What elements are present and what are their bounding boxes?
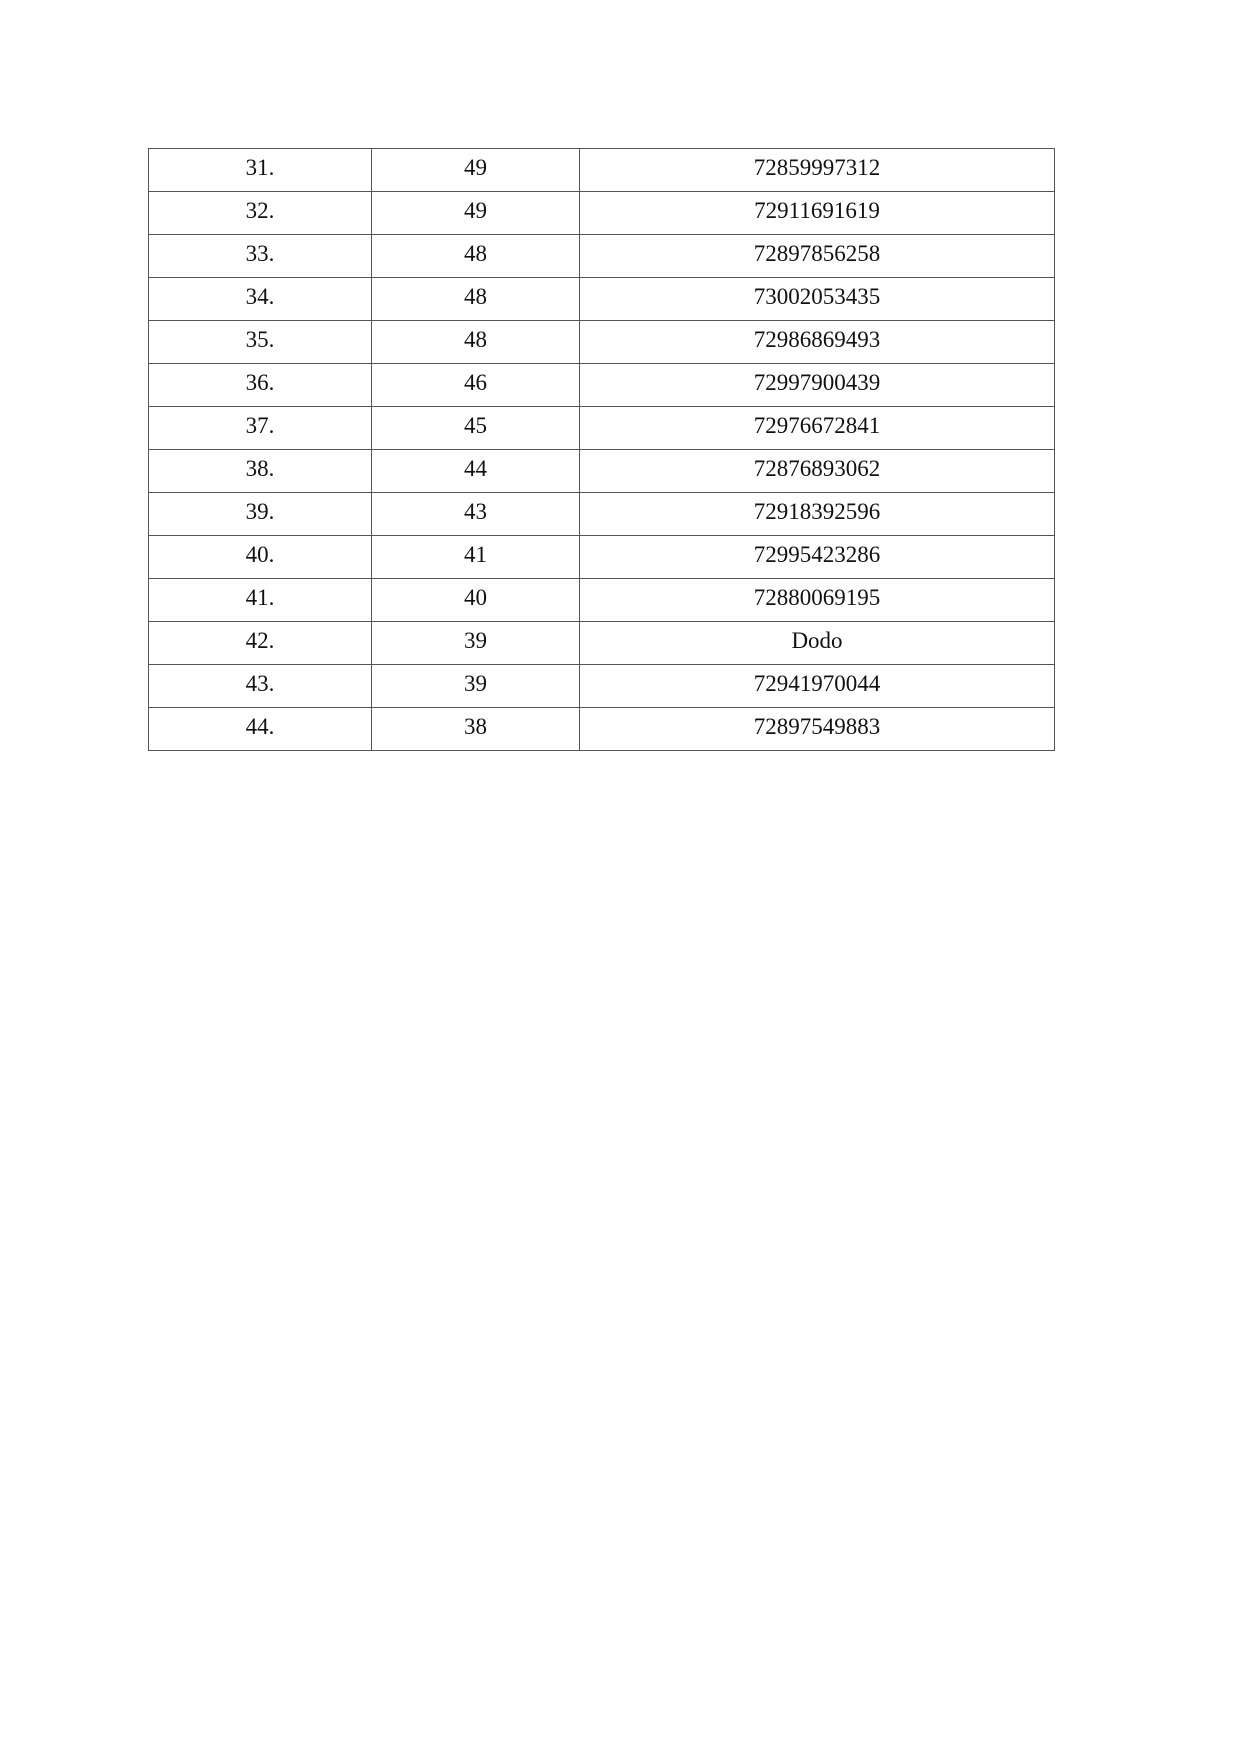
score-cell: 38 [372, 708, 580, 751]
score-cell: 44 [372, 450, 580, 493]
table-row [149, 321, 1055, 364]
rank-cell: 41. [149, 579, 372, 622]
table-row [149, 235, 1055, 278]
table-row [149, 536, 1055, 579]
id-cell: 72986869493 [580, 321, 1055, 364]
id-cell: 72897549883 [580, 708, 1055, 751]
rank-cell: 39. [149, 493, 372, 536]
score-cell: 48 [372, 278, 580, 321]
rank-cell: 35. [149, 321, 372, 364]
id-cell: 72897856258 [580, 235, 1055, 278]
score-cell: 39 [372, 665, 580, 708]
table-row [149, 192, 1055, 235]
score-cell: 49 [372, 149, 580, 192]
score-cell: 41 [372, 536, 580, 579]
rank-cell: 36. [149, 364, 372, 407]
rank-cell: 34. [149, 278, 372, 321]
rank-cell: 32. [149, 192, 372, 235]
rank-cell: 33. [149, 235, 372, 278]
table-row [149, 149, 1055, 192]
table-row [149, 665, 1055, 708]
score-cell: 48 [372, 235, 580, 278]
score-cell: 40 [372, 579, 580, 622]
table-row [149, 579, 1055, 622]
id-cell: 72911691619 [580, 192, 1055, 235]
results-table-body [149, 149, 1055, 751]
score-cell: 39 [372, 622, 580, 665]
score-cell: 45 [372, 407, 580, 450]
id-cell: 72976672841 [580, 407, 1055, 450]
table-row [149, 493, 1055, 536]
score-cell: 43 [372, 493, 580, 536]
id-cell: 72997900439 [580, 364, 1055, 407]
rank-cell: 38. [149, 450, 372, 493]
table-row [149, 708, 1055, 751]
id-cell: 72995423286 [580, 536, 1055, 579]
id-cell: 73002053435 [580, 278, 1055, 321]
score-cell: 48 [372, 321, 580, 364]
id-cell: 72859997312 [580, 149, 1055, 192]
rank-cell: 40. [149, 536, 372, 579]
table-row [149, 364, 1055, 407]
table-row [149, 622, 1055, 665]
rank-cell: 37. [149, 407, 372, 450]
id-cell: Dodo [580, 622, 1055, 665]
score-cell: 46 [372, 364, 580, 407]
rank-cell: 43. [149, 665, 372, 708]
score-cell: 49 [372, 192, 580, 235]
table-row [149, 278, 1055, 321]
table-row [149, 407, 1055, 450]
id-cell: 72918392596 [580, 493, 1055, 536]
id-cell: 72941970044 [580, 665, 1055, 708]
rank-cell: 42. [149, 622, 372, 665]
results-table [148, 148, 1055, 751]
id-cell: 72876893062 [580, 450, 1055, 493]
rank-cell: 31. [149, 149, 372, 192]
rank-cell: 44. [149, 708, 372, 751]
table-row [149, 450, 1055, 493]
id-cell: 72880069195 [580, 579, 1055, 622]
